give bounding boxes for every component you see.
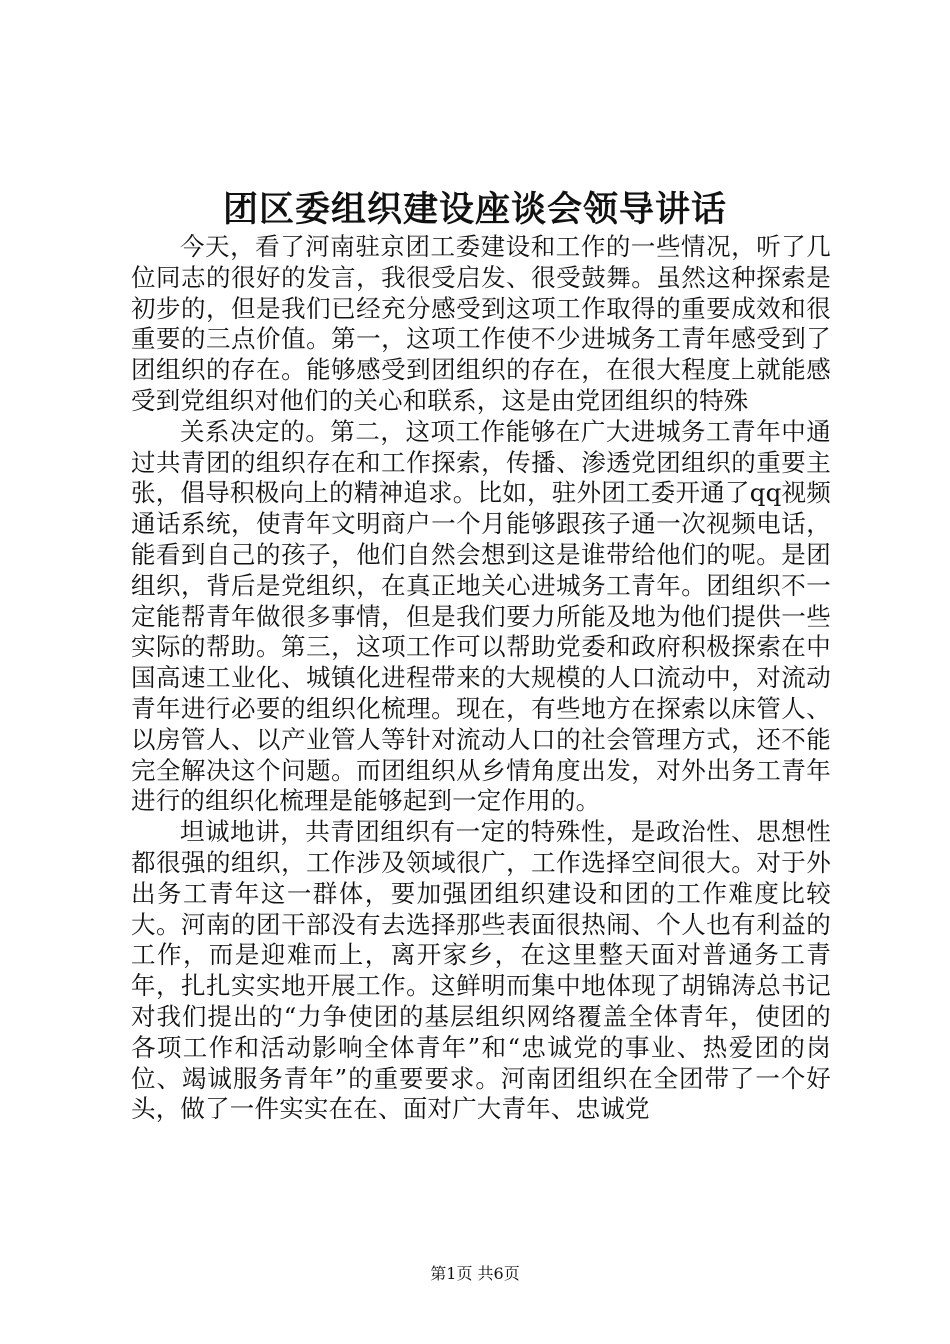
paragraph-1: 今天，看了河南驻京团工委建设和工作的一些情况，听了几位同志的很好的发言，我很受启发、很受鼓舞。虽然这种探索是初步的，但是我们已经充分感受到这项工作取得的重要成效和很重要的三点价值。第一，这项工作使不少进城务工青年感受到了团组织的存在。能够感受到团组织的存在，在很大程度上就能感受到党组织对他们的关心和联系，这是由党团组织的特殊 [131, 232, 831, 415]
document-body [131, 232, 831, 1125]
document-title: 团区委组织建设座谈会领导讲话 [222, 189, 727, 230]
page-footer: 第1页 共6页 [430, 1264, 520, 1283]
paragraph-2: 关系决定的。第二，这项工作能够在广大进城务工青年中通过共青团的组织存在和工作探索，传播、渗透党团组织的重要主张，倡导积极向上的精神追求。比如，驻外团工委开通了qq视频通话系统，使青年文明商户一个月能够跟孩子通一次视频电话，能看到自己的孩子，他们自然会想到这是谁带给他们的呢。是团组织，背后是党组织，在真正地关心进城务工青年。团组织不一定能帮青年做很多事情，但是我们要力所能及地为他们提供一些实际的帮助。第三，这项工作可以帮助党委和政府积极探索在中国高速工业化、城镇化进程带来的大规模的人口流动中，对流动青年进行必要的组织化梳理。现在，有些地方在探索以床管人、以房管人、以产业管人等针对流动人口的社会管理方式，还不能完全解决这个问题。而团组织从乡情角度出发，对外出务工青年进行的组织化梳理是能够起到一定作用的。 [131, 416, 831, 816]
paragraph-3: 坦诚地讲，共青团组织有一定的特殊性，是政治性、思想性都很强的组织，工作涉及领域很广，工作选择空间很大。对于外出务工青年这一群体，要加强团组织建设和团的工作难度比较大。河南的团干部没有去选择那些表面很热闹、个人也有利益的工作，而是迎难而上，离开家乡，在这里整天面对普通务工青年，扎扎实实地开展工作。这鲜明而集中地体现了胡锦涛总书记对我们提出的“力争使团的基层组织网络覆盖全体青年，使团的各项工作和活动影响全体青年”和“忠诚党的事业、热爱团的岗位、竭诚服务青年”的重要要求。河南团组织在全团带了一个好头，做了一件实实在在、面对广大青年、忠诚党 [131, 817, 831, 1124]
